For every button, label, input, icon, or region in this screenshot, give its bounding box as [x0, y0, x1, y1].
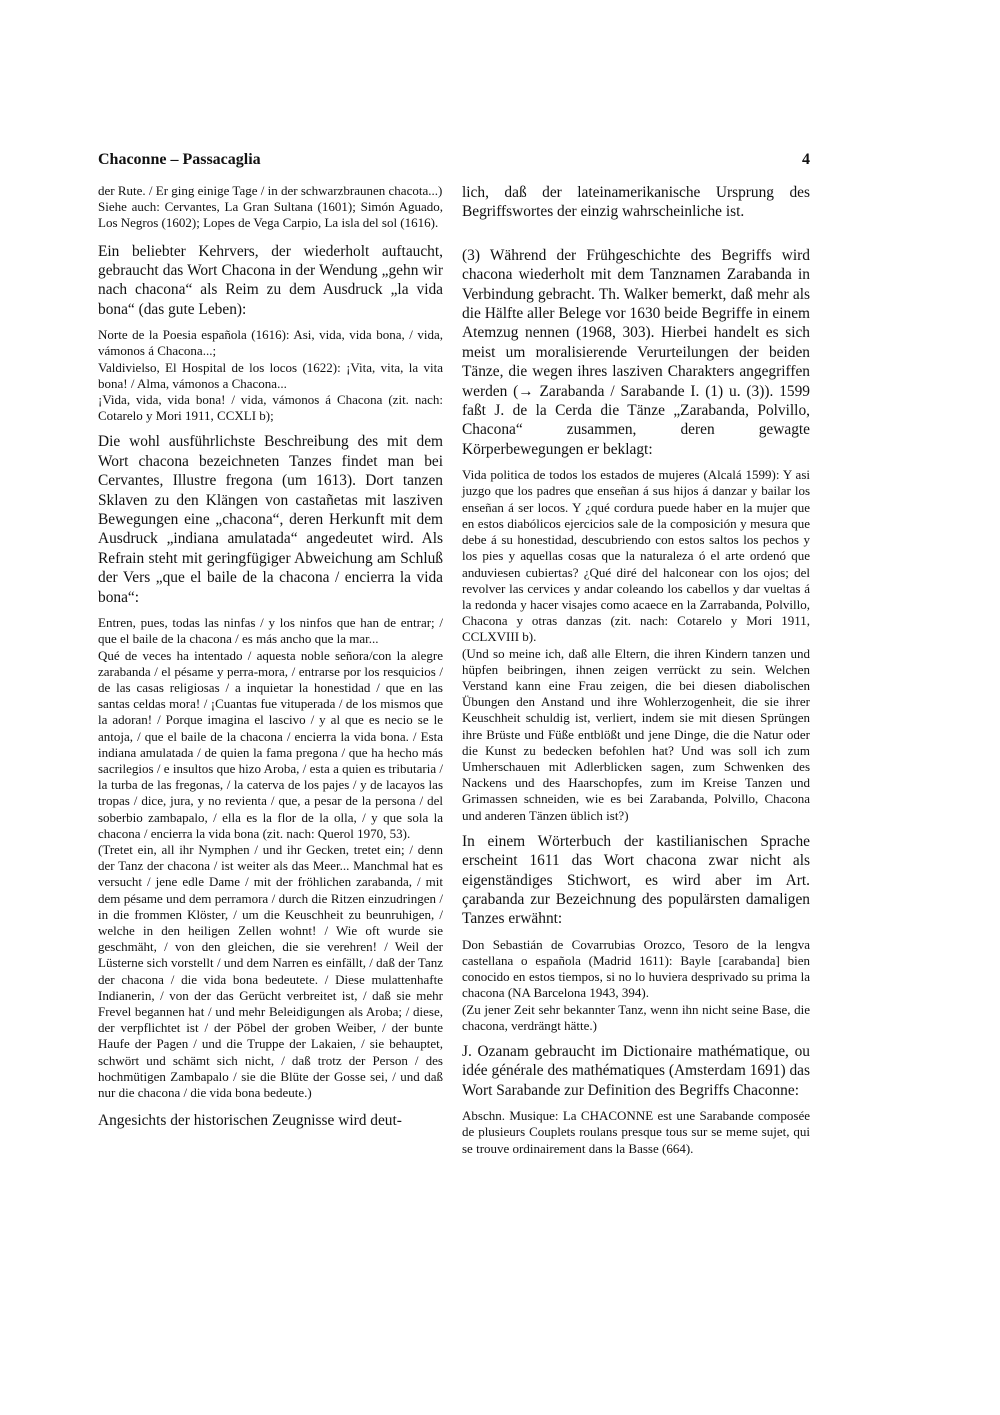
quote-text: Vida politica de todos los estados de mujeres (Alcalá 1599): Y asi juzgo que los padres que enseñan á sus hijos á danzar y bailar los enseñan á ser locos. Y ¿qué cordura puede haber en la mujer que en estos diabólicos ejercicios sale de la composición y mesura que debe á su honestidad, descubriendo con estos saltos los pechos y los pies y aquellas cosas que la naturaleza ó el arte ordenó que anduviesen cubiertas? ¿Qué diré del halconear con los ojos; del revolver las cervices y andar coleando los cabellos y dar vueltas á la redonda y hacer visajes como acaece en la Zarrabanda, Polvillo, Chacona y otras danzas (zit. nach: Cotarelo y Mori 1911, CCLXVIII b). — [462, 467, 810, 645]
quote-text: Norte de la Poesia española (1616): Asi, vida, vida bona, / vida, vámonos á Chacona...; — [98, 327, 443, 359]
quote-text: Abschn. Musique: La CHACONNE est une Sarabande composée de plusieurs Couplets roulans presque tous sur se meme sujet, qui se trouve ordinairement dans la Basse (664). — [462, 1108, 810, 1156]
body-paragraph: Ein beliebter Kehrvers, der wiederholt auftaucht, gebraucht das Wort Chacona in der Wendung „gehn wir nach chacona“ als Reim zu dem Ausdruck „la vida bona“ (das gute Leben): — [98, 242, 443, 318]
body-paragraph: Die wohl ausführlichste Beschreibung des mit dem Wort chacona bezeichneten Tanzes findet man bei Cervantes, Illustre fregona (um 1613). Dort tanzen Sklaven zu den Klängen von castañetas mit lasziven Bewegungen eine „chacona“, deren Herkunft mit dem Ausdruck „indiana amulatada“ angedeutet wird. Als Refrain steht mit geringfügiger Abweichung am Schluß der Vers „que el baile de la chacona / encierra la vida bona“: — [98, 433, 443, 606]
body-paragraph: In einem Wörterbuch der kastilianischen Sprache erscheint 1611 das Wort chacona zwar nicht als eigenständiges Stichwort, es wird aber im Art. çarabanda zur Bezeichnung des populärsten damaligen Tanzes erwähnt: — [462, 832, 810, 928]
quote-text: ¡Vida, vida, vida bona! / vida, vámonos á Chacona (zit. nach: Cotarelo y Mori 1911, CCXLI b); — [98, 392, 443, 424]
quote-text: Entren, pues, todas las ninfas / y los ninfos que han de entrar; / que el baile de la chacona / es más ancho que la mar... — [98, 615, 443, 647]
quote-text: Valdivielso, El Hospital de los locos (1622): ¡Vita, vita, la vita bona! / Alma, vámonos a Chacona... — [98, 359, 443, 391]
page-number: 4 — [802, 151, 810, 168]
left-column — [98, 183, 443, 1131]
page-header — [98, 151, 810, 175]
translation-text: (Und so meine ich, daß alle Eltern, die ihren Kindern tanzen und hüpfen beibringen, ihnen zeigen verrückt zu sein. Welchen Verstand kann eine Frau zeigen, die bei diesen diabolischen Übungen den Anstand und ihre Wohlerzogenheit, die sie ihrer Keuschheit schuldig ist, verliert, indem sie mit diesen Sprüngen ihre Brüste und Füße entblößt und jene Dinge, die die Natur oder die Kunst zu bedecken befohlen hat? Und was soll ich zum Umherschauen mit Adlerblicken sagen, zum Schwenken des Nackens und des Haarschopfes, zum im Kreise Tanzen und Grimassen schneiden, wie es bei Zarabanda, Polvillo, Chacona und anderen Tänzen üblich ist?) — [462, 645, 810, 823]
translation-text: (Zu jener Zeit sehr bekannter Tanz, wenn ihn nicht seine Base, die chacona, verdrängt hätte.) — [462, 1001, 810, 1033]
body-paragraph: J. Ozanam gebraucht im Dictionaire mathématique, ou idée générale des mathématiques (Amsterdam 1691) das Wort Sarabande zur Definition des Begriffs Chaconne: — [462, 1043, 810, 1099]
right-column — [462, 183, 810, 1157]
body-paragraph: (3) Während der Frühgeschichte des Begriffs wird chacona wiederholt mit dem Tanznamen Zarabanda in Verbindung gebracht. Th. Walker bemerkt, daß mehr als die Hälfte aller Belege vor 1630 beide Begriffe in einem Atemzug nennen (1968, 303). Hierbei handelt es sich meist um moralisierende Verurteilungen der beiden Tänze, die wegen ihres lasziven Charakters angegriffen werden (→ Zarabanda / Sarabande I. (1) u. (3)). 1599 faßt J. de la Cerda die Tänze „Zarabanda, Polvillo, Chacona“ zusammen, deren gewagte Körperbewegungen er beklagt: — [462, 246, 810, 458]
quote-text: Qué de veces ha intentado / aquesta noble señora/con la alegre zarabanda / el pésame y perra-mora, / entrarse por los resquicios / de las casas religiosas / a inquietar la honestidad / que en las santas celdas mora! / ¡Cuantas fue vituperada / de los mismos que la adoran! / Porque imagina el lascivo / y al que es necio se le antoja, / que el baile de la chacona / encierra la vida bona. / Esta indiana amulatada / de quien la fama pregona / que ha hecho más sacrilegios / e insultos que hizo Aroba, / esta a quien es tributaria / la turba de las fregonas, / la caterva de los pajes / y de lacayos las tropas / dice, jura, y no revienta / que, a pesar de la persona / del soberbio zambapalo, / ella es la flor de la olla, / y que sola la chacona / encierra la vida bona (zit. nach: Querol 1970, 53). — [98, 647, 443, 841]
translation-text: (Tretet ein, all ihr Nymphen / und ihr Gecken, tretet ein; / denn der Tanz der chacona / ist weiter als das Meer... Manchmal hat es versucht / jene edle Dame / mit der fröhlichen zarabanda, / mit dem pésame und dem perramora / durch die Ritzen einzudringen / in die frommen Klöster, / um die Keuschheit zu beunruhigen, / welche in den heiligen Zellen wohnt! / Wie oft wurde sie geschmäht, / von den gleichen, die sie verehren! / Weil der Lüsterne sich vorstellt / und dem Narren es einfällt, / daß der Tanz der chacona / die vida bona bedeutete. / Diese mulattenhafte Indianerin, / von der das Gerücht verbreitet ist, / daß sie mehr Frevel begannen hat / und mehr Beleidigungen als Aroba; / diese, der verpflichtet ist / der Pöbel der groben Weiber, / der bunte Haufe der Pagen / und die Truppe der Lakaien, / sie behauptet, schwört und schämt sich nicht, / daß trotz der Person / des hochmütigen Zambapalo / sie die Blüte der Gosse sei, / und daß nur die chacona / die vida bona bedeute.) — [98, 841, 443, 1100]
quote-text: Don Sebastián de Covarrubias Orozco, Tesoro de la lengva castellana o española (Madrid 1611): Bayle [carabanda] bien conocido en estos tiempos, si no lo huviera desprivado su prima la chacona (NA Barcelona 1943, 394). — [462, 936, 810, 1001]
running-title: Chaconne – Passacaglia — [98, 151, 261, 168]
see-also-note: Siehe auch: Cervantes, La Gran Sultana (1601); Simón Aguado, Los Negros (1602); Lopes de Vega Carpio, La isla del sol (1616). — [98, 199, 443, 231]
body-paragraph: lich, daß der lateinamerikanische Ursprung des Begriffswortes der einzig wahrscheinliche ist. — [462, 184, 810, 221]
quote-text: der Rute. / Er ging einige Tage / in der schwarzbraunen chacota...) — [98, 183, 443, 198]
body-paragraph: Angesichts der historischen Zeugnisse wird deut- — [98, 1112, 402, 1130]
